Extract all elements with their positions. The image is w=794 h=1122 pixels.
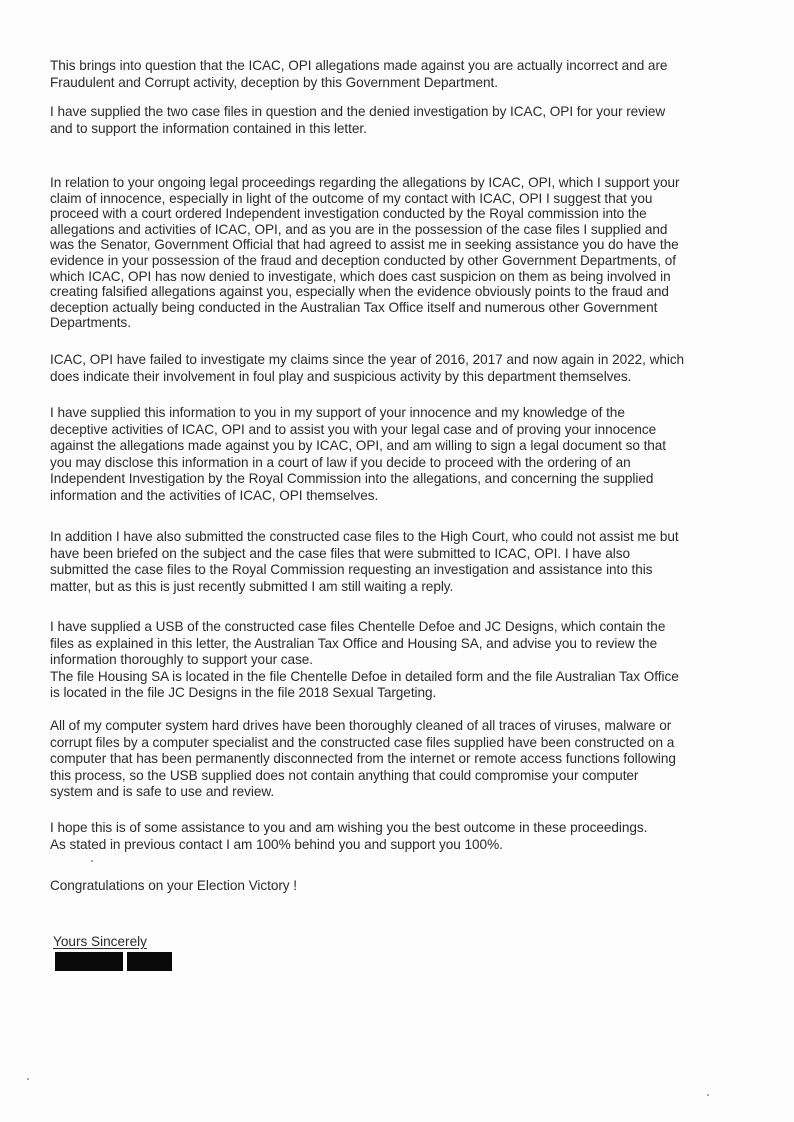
paragraph-high-court: In addition I have also submitted the constructed case files to the High Court, who could not assist me but have been briefed on the subject and the case files that were submitted to ICAC, OPI. I have also submitted the case files to the Royal Commission requesting an investigation and assistance into this matter, but as this is just recently submitted I am still waiting a reply.: [50, 529, 679, 594]
scan-speck: [707, 1094, 709, 1096]
paragraph-assistance-wishes: I hope this is of some assistance to you and am wishing you the best outcome in these proceedings. As stated in previous contact I am 100% behind you and support you 100%.: [50, 820, 648, 852]
paragraph-usb-files: I have supplied a USB of the constructed case files Chentelle Defoe and JC Designs, which contain the files as explained in this letter, the Australian Tax Office and Housing SA, and advise you to review the information thoroughly to support your case. The file Housing SA is located in the file Chentelle Defoe in detailed form and the file Australian Tax Office is located in the file JC Designs in the file 2018 Sexual Targeting.: [50, 619, 679, 700]
paragraph-case-files-supplied: I have supplied the two case files in question and the denied investigation by ICAC, OPI for your review and to support the information contained in this letter.: [50, 104, 666, 136]
redacted-last-name: [127, 952, 172, 971]
paragraph-allegations-fraud: This brings into question that the ICAC, OPI allegations made against you are actually incorrect and are Fraudulent and Corrupt activity, deception by this Government Department.: [50, 58, 668, 90]
redacted-first-name: [55, 952, 123, 971]
scan-speck: [27, 1078, 29, 1080]
paragraph-congratulations: Congratulations on your Election Victory !: [50, 878, 298, 893]
closing-salutation: Yours Sincerely: [53, 934, 147, 949]
paragraph-failed-investigation: ICAC, OPI have failed to investigate my claims since the year of 2016, 2017 and now again in 2022, which does indicate their involvement in foul play and suspicious activity by this department themselves.: [50, 352, 685, 384]
scan-speck: [91, 860, 93, 862]
paragraph-legal-proceedings: In relation to your ongoing legal proceedings regarding the allegations by ICAC, OPI, which I support your claim of innocence, especially in light of the outcome of my contact with ICAC, OPI I suggest that you proceed with a court ordered Independent investigation conducted by the Royal commission into the allegations and activities of ICAC, OPI, and as you are in the possession of the case files I supplied and was the Senator, Government Official that had agreed to assist me in seeking assistance you do have the evidence in your possession of the fraud and deception conducted by other Government Departments, of which ICAC, OPI has now denied to investigate, which does cast suspicion on them as being involved in creating falsified allegations against you, especially when the evidence obviously points to the fraud and deception actually being conducted in the Australian Tax Office itself and numerous other Government Departments.: [50, 175, 680, 331]
paragraph-support-innocence: I have supplied this information to you in my support of your innocence and my knowledge of the deceptive activities of ICAC, OPI and to assist you with your legal case and of proving your innocence against the allegations made against you by ICAC, OPI, and am willing to sign a legal document so that you may disclose this information in a court of law if you decide to proceed with the ordering of an Independent Investigation by the Royal Commission into the allegations, and concerning the supplied information and the activities of ICAC, OPI themselves.: [50, 405, 667, 503]
paragraph-hard-drives: All of my computer system hard drives have been thoroughly cleaned of all traces of viruses, malware or corrupt files by a computer specialist and the constructed case files supplied have been constructed on a computer that has been permanently disconnected from the internet or remote access functions following this process, so the USB supplied does not contain anything that could compromise your computer system and is safe to use and review.: [50, 718, 676, 799]
